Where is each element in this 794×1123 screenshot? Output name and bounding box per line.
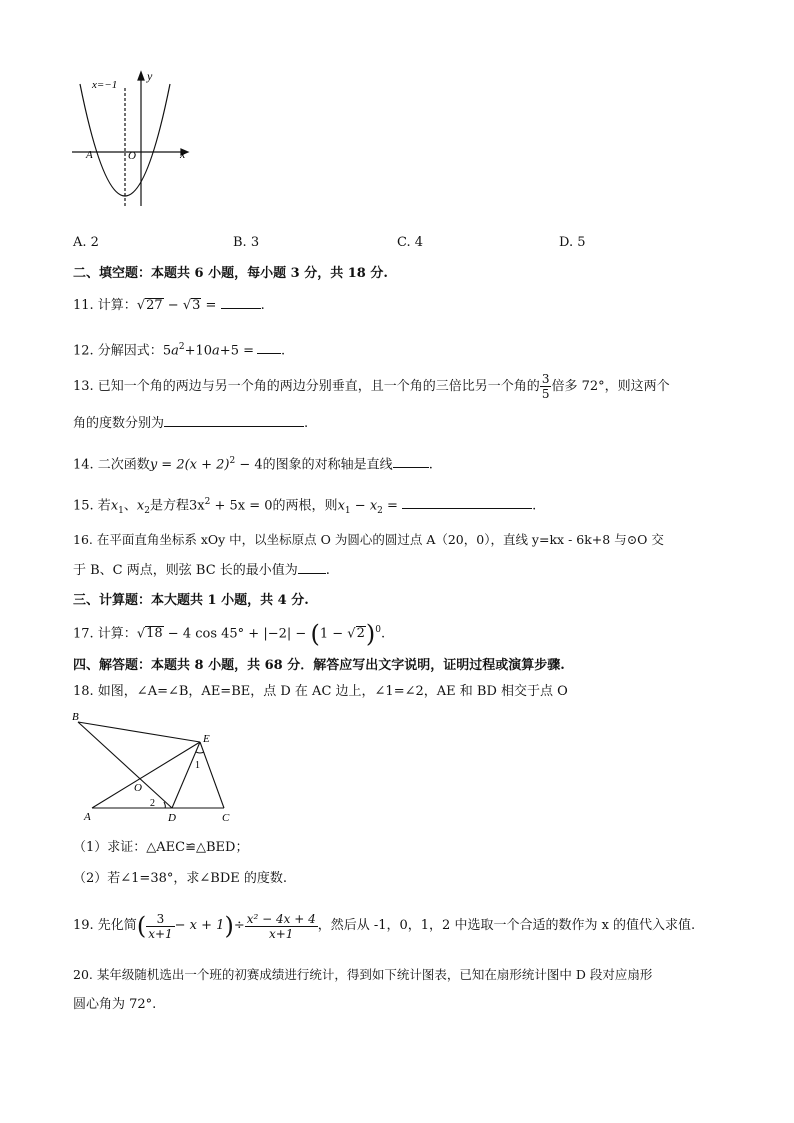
section-4-title: 四、解答题：本题共 8 小题，共 68 分．解答应写出文字说明，证明过程或演算步骤. <box>73 658 565 673</box>
q13-answer-blank[interactable] <box>164 414 304 427</box>
section-3-title: 三、计算题：本大题共 1 小题，共 4 分. <box>73 593 309 608</box>
q12-var: a <box>171 343 179 359</box>
q19-prefix: 19. 先化简 <box>73 918 137 933</box>
q16-end: . <box>325 563 330 578</box>
point-a-label: A <box>86 149 93 161</box>
label-c: C <box>222 812 230 824</box>
q17-m1: − 4 cos 45° + <box>163 626 264 642</box>
q19-mid: − x + 1 <box>174 918 225 933</box>
q13-text: 13. 已知一个角的两边与另一个角的两边分别垂直，且一个角的三倍比另一个角的 <box>73 379 540 394</box>
q16-answer-blank[interactable] <box>298 561 326 574</box>
q19-div: ÷ <box>233 918 245 933</box>
q15-deq: = <box>382 498 403 514</box>
q13-text-post: 倍多 72°，则这两个 <box>551 379 670 394</box>
label-e: E <box>203 733 210 745</box>
question-13-line1 <box>73 372 670 401</box>
left-paren: ( <box>136 912 147 940</box>
question-13-line2 <box>73 414 308 433</box>
question-20-line1: 20. 某年级随机选出一个班的初赛成绩进行统计，得到如下统计图表，已知在扇形统计图中 D 段对应扇形 <box>73 967 653 982</box>
question-17 <box>73 619 386 648</box>
q19-f1-num: 3 <box>146 912 174 927</box>
q17-radicand: 18 <box>146 626 163 642</box>
q12-end: . <box>281 343 286 359</box>
question-20-line2: 圆心角为 72°. <box>73 997 157 1012</box>
q14-end: . <box>428 457 433 473</box>
q15-x1: x <box>110 498 119 514</box>
q12-answer-blank[interactable] <box>257 341 281 354</box>
q19-f1-den: x+1 <box>148 926 173 941</box>
question-19 <box>73 908 695 944</box>
q13-line2: 角的度数分别为 <box>73 416 165 431</box>
q15-prefix: 15. 若 <box>73 498 111 514</box>
q12-var2: a <box>212 343 220 359</box>
option-b: B. 3 <box>233 235 260 250</box>
q17-radicand-2: 2 <box>356 626 365 642</box>
q15-eq-b: + 5x = 0 <box>210 498 273 514</box>
question-18: 18. 如图，∠A=∠B，AE=BE，点 D 在 AC 边上，∠1=∠2，AE 和 BD 相交于点 O <box>73 684 568 699</box>
q13-frac-den: 5 <box>541 387 550 401</box>
q11-answer-blank[interactable] <box>221 296 261 309</box>
label-2: 2 <box>150 798 155 809</box>
right-paren: ) <box>365 619 376 648</box>
q15-mid: 是方程 <box>149 498 189 514</box>
right-paren: ) <box>224 912 234 940</box>
segment-ae <box>92 742 200 808</box>
q17-abs: −2 <box>267 626 287 642</box>
abs-bar: | <box>263 626 268 642</box>
q15-d2: x <box>369 498 378 514</box>
label-1: 1 <box>195 760 200 771</box>
question-14 <box>73 452 433 474</box>
q17-inner: 1 − <box>319 626 348 642</box>
q17-end: . <box>380 626 386 642</box>
segment-de <box>172 742 200 808</box>
q19-fraction-1 <box>146 912 174 941</box>
question-18-part-2: （2）若∠1=38°，求∠BDE 的度数. <box>73 871 287 886</box>
q11-end: . <box>260 298 265 313</box>
question-16-line2 <box>73 561 330 580</box>
parabola-graph <box>70 66 195 216</box>
sqrt-sign: √ <box>136 626 146 642</box>
q15-x2-sub: 2 <box>144 505 150 516</box>
q17-exp: 0 <box>375 625 381 635</box>
q14-suffix: 的图象的对称轴是直线 <box>262 457 393 473</box>
q15-d2-sub: 2 <box>377 505 383 516</box>
sqrt-sign: √ <box>182 298 192 313</box>
question-11 <box>73 296 265 315</box>
q19-fraction-2 <box>245 912 318 941</box>
x-axis-label: x <box>180 147 186 161</box>
option-d: D. 5 <box>559 235 586 250</box>
q11-radicand-2: 3 <box>192 298 201 313</box>
angle-1-arc <box>196 752 204 753</box>
q15-exp: 2 <box>204 497 211 507</box>
triangle-figure <box>70 708 240 828</box>
question-16-line1: 16. 在平面直角坐标系 xOy 中，以坐标原点 O 为圆心的圆过点 A（20，0），直线 y=kx - 6k+8 与⊙O 交 <box>73 532 664 547</box>
question-15 <box>73 493 536 520</box>
q19-f2-den: x+1 <box>268 926 294 941</box>
q13-frac-num: 3 <box>541 372 550 386</box>
question-12 <box>73 338 285 360</box>
q14-answer-blank[interactable] <box>393 455 429 468</box>
q12-term3: +5 = <box>219 343 254 359</box>
q14-expr: y = 2(x + 2) <box>149 457 230 473</box>
angle-2-arc <box>164 802 165 808</box>
left-paren: ( <box>310 619 320 648</box>
symmetry-axis-label: x=−1 <box>92 79 118 91</box>
q19-f2-num: x² − 4x + 4 <box>246 911 316 926</box>
q17-prefix: 17. 计算： <box>73 626 137 642</box>
label-a: A <box>84 811 91 823</box>
q12-prefix: 12. 分解因式： <box>73 343 163 359</box>
q15-answer-blank[interactable] <box>402 496 532 509</box>
q15-end: . <box>532 498 537 514</box>
origin-label: O <box>128 150 136 162</box>
q11-minus: − <box>163 298 183 313</box>
option-a: A. 2 <box>73 235 99 250</box>
q11-radicand-1: 27 <box>146 298 163 313</box>
q14-prefix: 14. 二次函数 <box>73 457 150 473</box>
q19-post: ，然后从 -1，0，1，2 中选取一个合适的数作为 x 的值代入求值. <box>317 918 696 933</box>
y-axis-label: y <box>147 69 153 83</box>
q15-x1-sub: 1 <box>118 505 124 516</box>
q12-exp: 2 <box>178 342 185 352</box>
abs-bar: | <box>286 626 292 642</box>
label-d: D <box>168 812 176 824</box>
q13-fraction <box>540 372 552 401</box>
q12-coef: 5 <box>162 343 172 359</box>
q12-term2: +10 <box>184 343 213 359</box>
q11-prefix: 11. 计算： <box>73 298 137 313</box>
q13-end: . <box>304 416 309 431</box>
section-2-title: 二、填空题：本题共 6 小题，每小题 3 分，共 18 分. <box>73 266 388 281</box>
q15-d1: x <box>337 498 345 514</box>
q11-equals: = <box>201 298 221 313</box>
q15-d1-sub: 1 <box>344 505 351 516</box>
y-axis-arrow <box>138 72 144 80</box>
q15-post: 的两根，则 <box>272 498 338 514</box>
q15-x2: x <box>136 498 145 514</box>
q15-sep: 、 <box>123 498 137 514</box>
q14-exp: 2 <box>229 456 236 466</box>
label-b: B <box>72 711 79 723</box>
sqrt-sign: √ <box>347 626 356 642</box>
option-c: C. 4 <box>397 235 424 250</box>
q17-m2: − <box>291 626 311 642</box>
question-18-part-1: （1）求证：△AEC≌△BED； <box>73 840 249 855</box>
q15-eq-a: 3x <box>189 498 205 514</box>
label-o: O <box>134 782 142 794</box>
q16-line2: 于 B、C 两点，则弦 BC 长的最小值为 <box>73 563 298 578</box>
q14-expr2: − 4 <box>235 457 263 473</box>
q15-dm: − <box>350 498 370 514</box>
sqrt-sign: √ <box>136 298 146 313</box>
